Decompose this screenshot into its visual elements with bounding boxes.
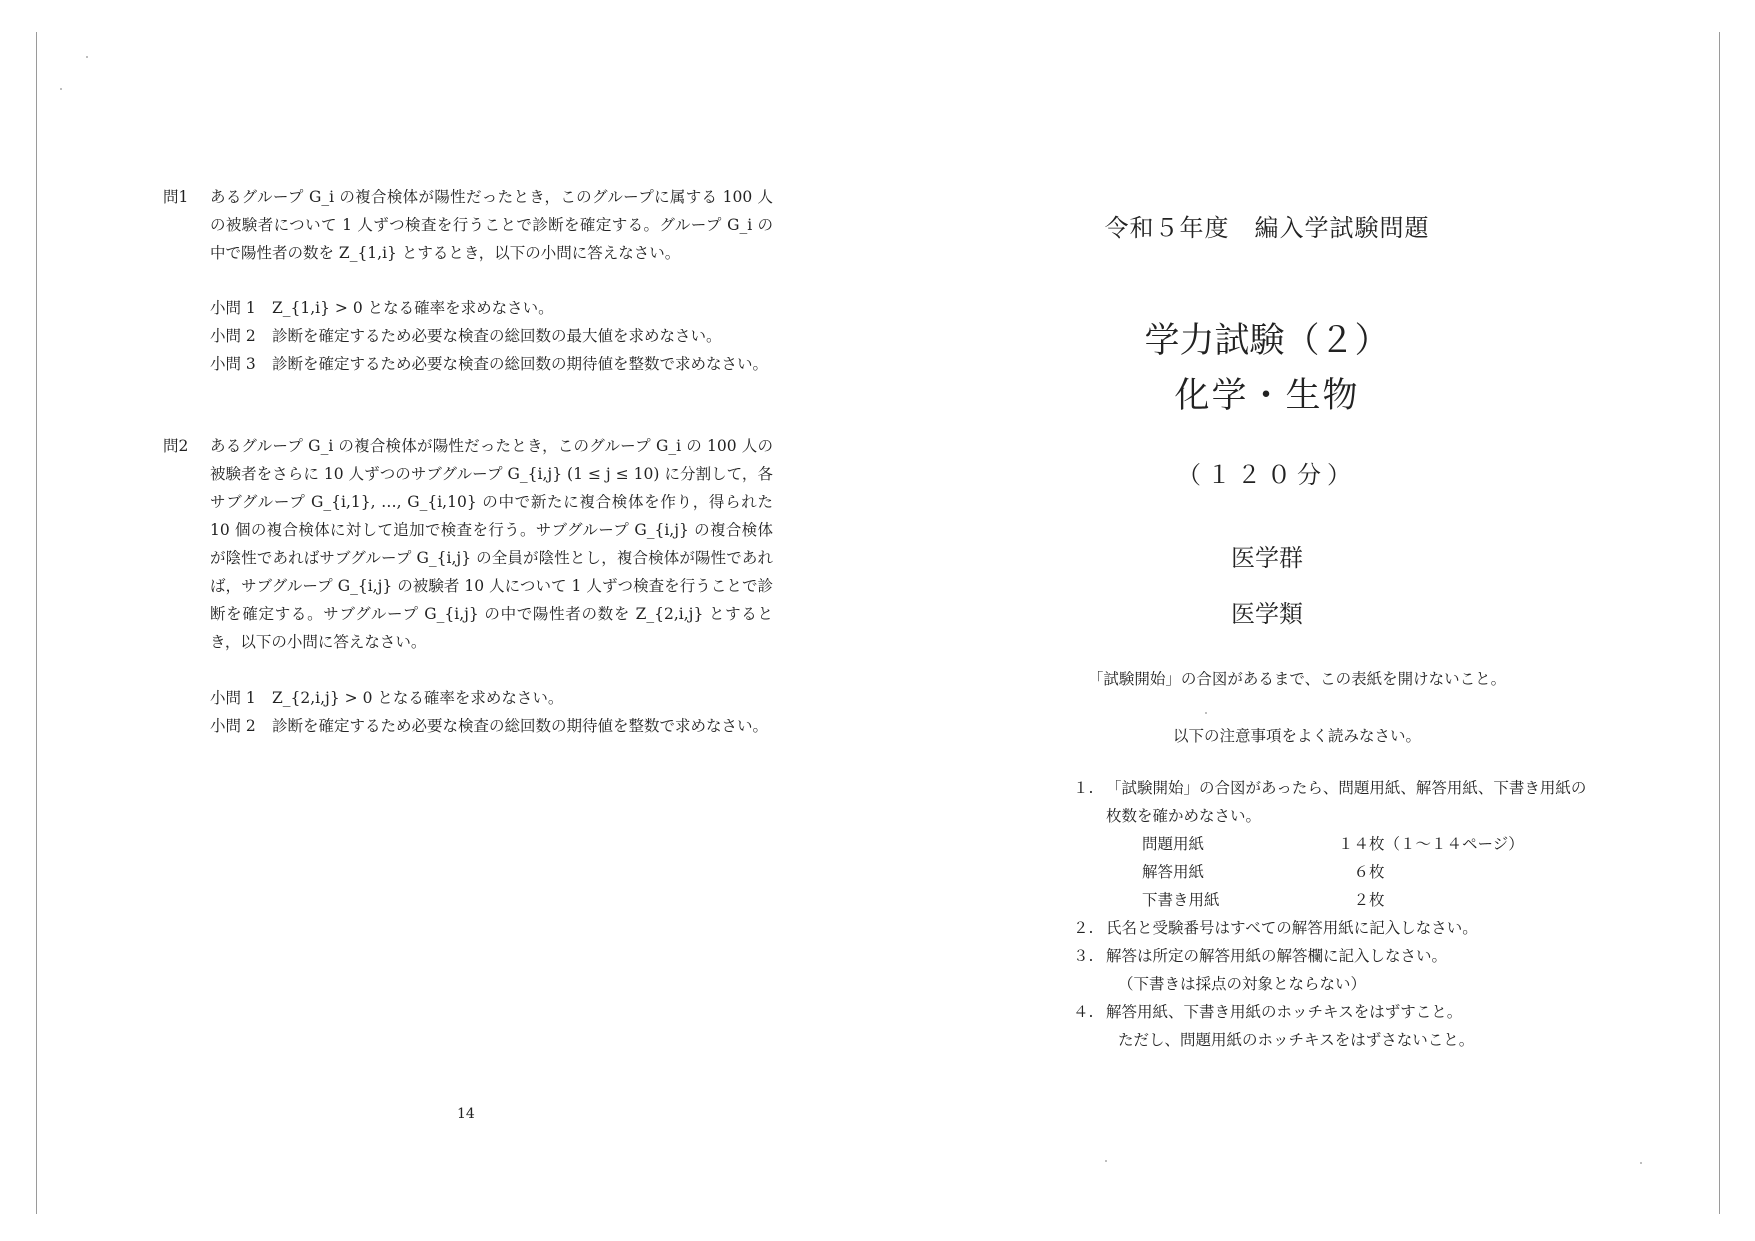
sheet-row — [1142, 858, 1593, 886]
question-1-subquestion-2 — [210, 322, 770, 350]
exam-title: 学力試験（２） — [1144, 321, 1390, 361]
sheet-name: 問題用紙 — [1142, 835, 1205, 853]
question-1-subquestion-3 — [210, 350, 770, 378]
subquestion-text: Z_{2,i,j} > 0 となる確率を求めなさい。 — [272, 689, 564, 707]
instruction-text: 解答用紙、下書き用紙のホッチキスをはずすこと。 — [1106, 1003, 1463, 1021]
left-page — [0, 0, 877, 1241]
question-1-subquestions — [210, 294, 770, 378]
question-2-subquestion-1 — [210, 684, 770, 712]
page-number: 14 — [457, 1106, 475, 1122]
cover-page — [878, 0, 1755, 1241]
exam-duration: （１２０分） — [1177, 461, 1357, 489]
subquestion-number: 小問 1 — [210, 299, 256, 317]
subquestion-number: 小問 3 — [210, 355, 256, 373]
sheet-count: １４枚（１～１４ページ） — [1338, 835, 1524, 853]
question-2-number: 問2 — [163, 437, 189, 455]
instruction-number: １. — [1073, 779, 1094, 797]
instruction-number: ３. — [1073, 947, 1094, 965]
instruction-text: 解答は所定の解答用紙の解答欄に記入しなさい。 — [1106, 947, 1448, 965]
sheet-count: ６枚 — [1338, 863, 1385, 881]
subquestion-number: 小問 1 — [210, 689, 256, 707]
instructions-list — [1073, 774, 1593, 1054]
question-2-text: あるグループ G_i の複合検体が陽性だったとき，このグループ G_i の 100 人の被験者をさらに 10 人ずつのサブグループ G_{i,j} (1 ≤ j ≤ 10) に分割して，各サブグループ G_{i,1}, …, G_{i,10} の中で新たに複合検体を作り，得られた 10 個の複合検体に対して追加で検査を行う。サブグループ G_{i,j} の複合検体が陰性であればサブグループ G_{i,j} の全員が陰性とし，複合検体が陽性であれば，サブグループ G_{i,j} の被験者 10 人について 1 人ずつ検査を行うことで診断を確定する。サブグループ G_{i,j} の中で陽性者の数を Z_{2,i,j} とするとき，以下の小問に答えなさい。 — [210, 437, 773, 651]
instruction-note: ただし、問題用紙のホッチキスをはずさないこと。 — [1118, 1031, 1475, 1049]
instruction-text: 「試験開始」の合図があったら、問題用紙、解答用紙、下書き用紙の枚数を確かめなさい。 — [1106, 779, 1587, 825]
question-2 — [163, 432, 773, 656]
subquestion-text: Z_{1,i} > 0 となる確率を求めなさい。 — [272, 299, 554, 317]
opening-notice: 「試験開始」の合図があるまで、この表紙を開けないこと。 — [1087, 670, 1507, 688]
faculty-group: 医学群 — [1231, 544, 1303, 572]
exam-year-heading: 令和５年度 編入学試験問題 — [1104, 214, 1430, 242]
instruction-number: ２. — [1073, 919, 1094, 937]
read-notice: 以下の注意事項をよく読みなさい。 — [1172, 727, 1421, 745]
sheet-name: 解答用紙 — [1142, 863, 1205, 881]
question-1-text: あるグループ G_i の複合検体が陽性だったとき，このグループに属する 100 人の被験者について 1 人ずつ検査を行うことで診断を確定する。グループ G_i の中で陽性者の数を Z_{1,i} とするとき，以下の小問に答えなさい。 — [210, 188, 773, 262]
question-2-subquestions — [210, 684, 770, 740]
instruction-item — [1073, 914, 1593, 942]
question-1-subquestion-1 — [210, 294, 770, 322]
subquestion-number: 小問 2 — [210, 327, 256, 345]
subquestion-text: 診断を確定するため必要な検査の総回数の期待値を整数で求めなさい。 — [272, 355, 769, 373]
instruction-item — [1073, 774, 1593, 914]
faculty-class: 医学類 — [1231, 600, 1303, 628]
subquestion-text: 診断を確定するため必要な検査の総回数の最大値を求めなさい。 — [272, 327, 722, 345]
instruction-note: （下書きは採点の対象とならない） — [1118, 975, 1367, 993]
instruction-text: 氏名と受験番号はすべての解答用紙に記入しなさい。 — [1106, 919, 1478, 937]
question-1-number: 問1 — [163, 188, 189, 206]
exam-subject: 化学・生物 — [1174, 376, 1360, 416]
instruction-item — [1073, 942, 1593, 998]
sheet-row — [1142, 830, 1593, 858]
sheet-count: ２枚 — [1338, 891, 1385, 909]
question-2-subquestion-2 — [210, 712, 770, 740]
instruction-number: ４. — [1073, 1003, 1094, 1021]
subquestion-number: 小問 2 — [210, 717, 256, 735]
sheet-count-table — [1142, 830, 1593, 914]
subquestion-text: 診断を確定するため必要な検査の総回数の期待値を整数で求めなさい。 — [272, 717, 769, 735]
question-1 — [163, 183, 773, 267]
instruction-item — [1073, 998, 1593, 1054]
sheet-name: 下書き用紙 — [1142, 891, 1220, 909]
sheet-row — [1142, 886, 1593, 914]
